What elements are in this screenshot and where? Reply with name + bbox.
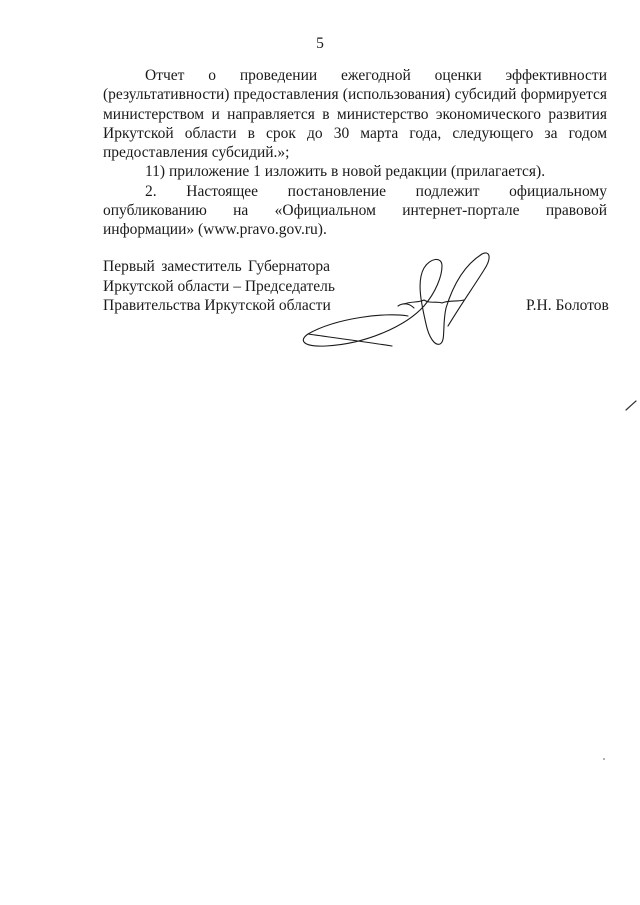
page-number: 5	[316, 35, 324, 52]
signatory-name: Р.Н. Болотов	[526, 297, 609, 314]
paragraph-report: Отчет о проведении ежегодной оценки эффективности (результативности) предоставления (использования) субсидий формируется министерством и направляется в министерство экономического развития Иркутской области в срок до 30 марта года, следующего за годом предоставления субсидий.»;	[103, 67, 607, 162]
paragraph-appendix: 11) приложение 1 изложить в новой редакции (прилагается).	[145, 163, 546, 181]
signatory-title-line: Правительства Иркутской области	[103, 297, 331, 314]
paragraph-publication: 2. Настоящее постановление подлежит официальному опубликованию на «Официальном интернет-портале правовой информации» (www.pravo.gov.ru).	[103, 182, 607, 239]
handwritten-signature	[296, 246, 496, 358]
signatory-title-line: Первый заместитель Губернатора	[103, 258, 330, 275]
document-body	[103, 66, 607, 240]
signatory-title-line: Иркутской области – Председатель	[103, 277, 335, 295]
margin-pen-mark	[624, 398, 638, 412]
scan-speck	[603, 758, 605, 760]
